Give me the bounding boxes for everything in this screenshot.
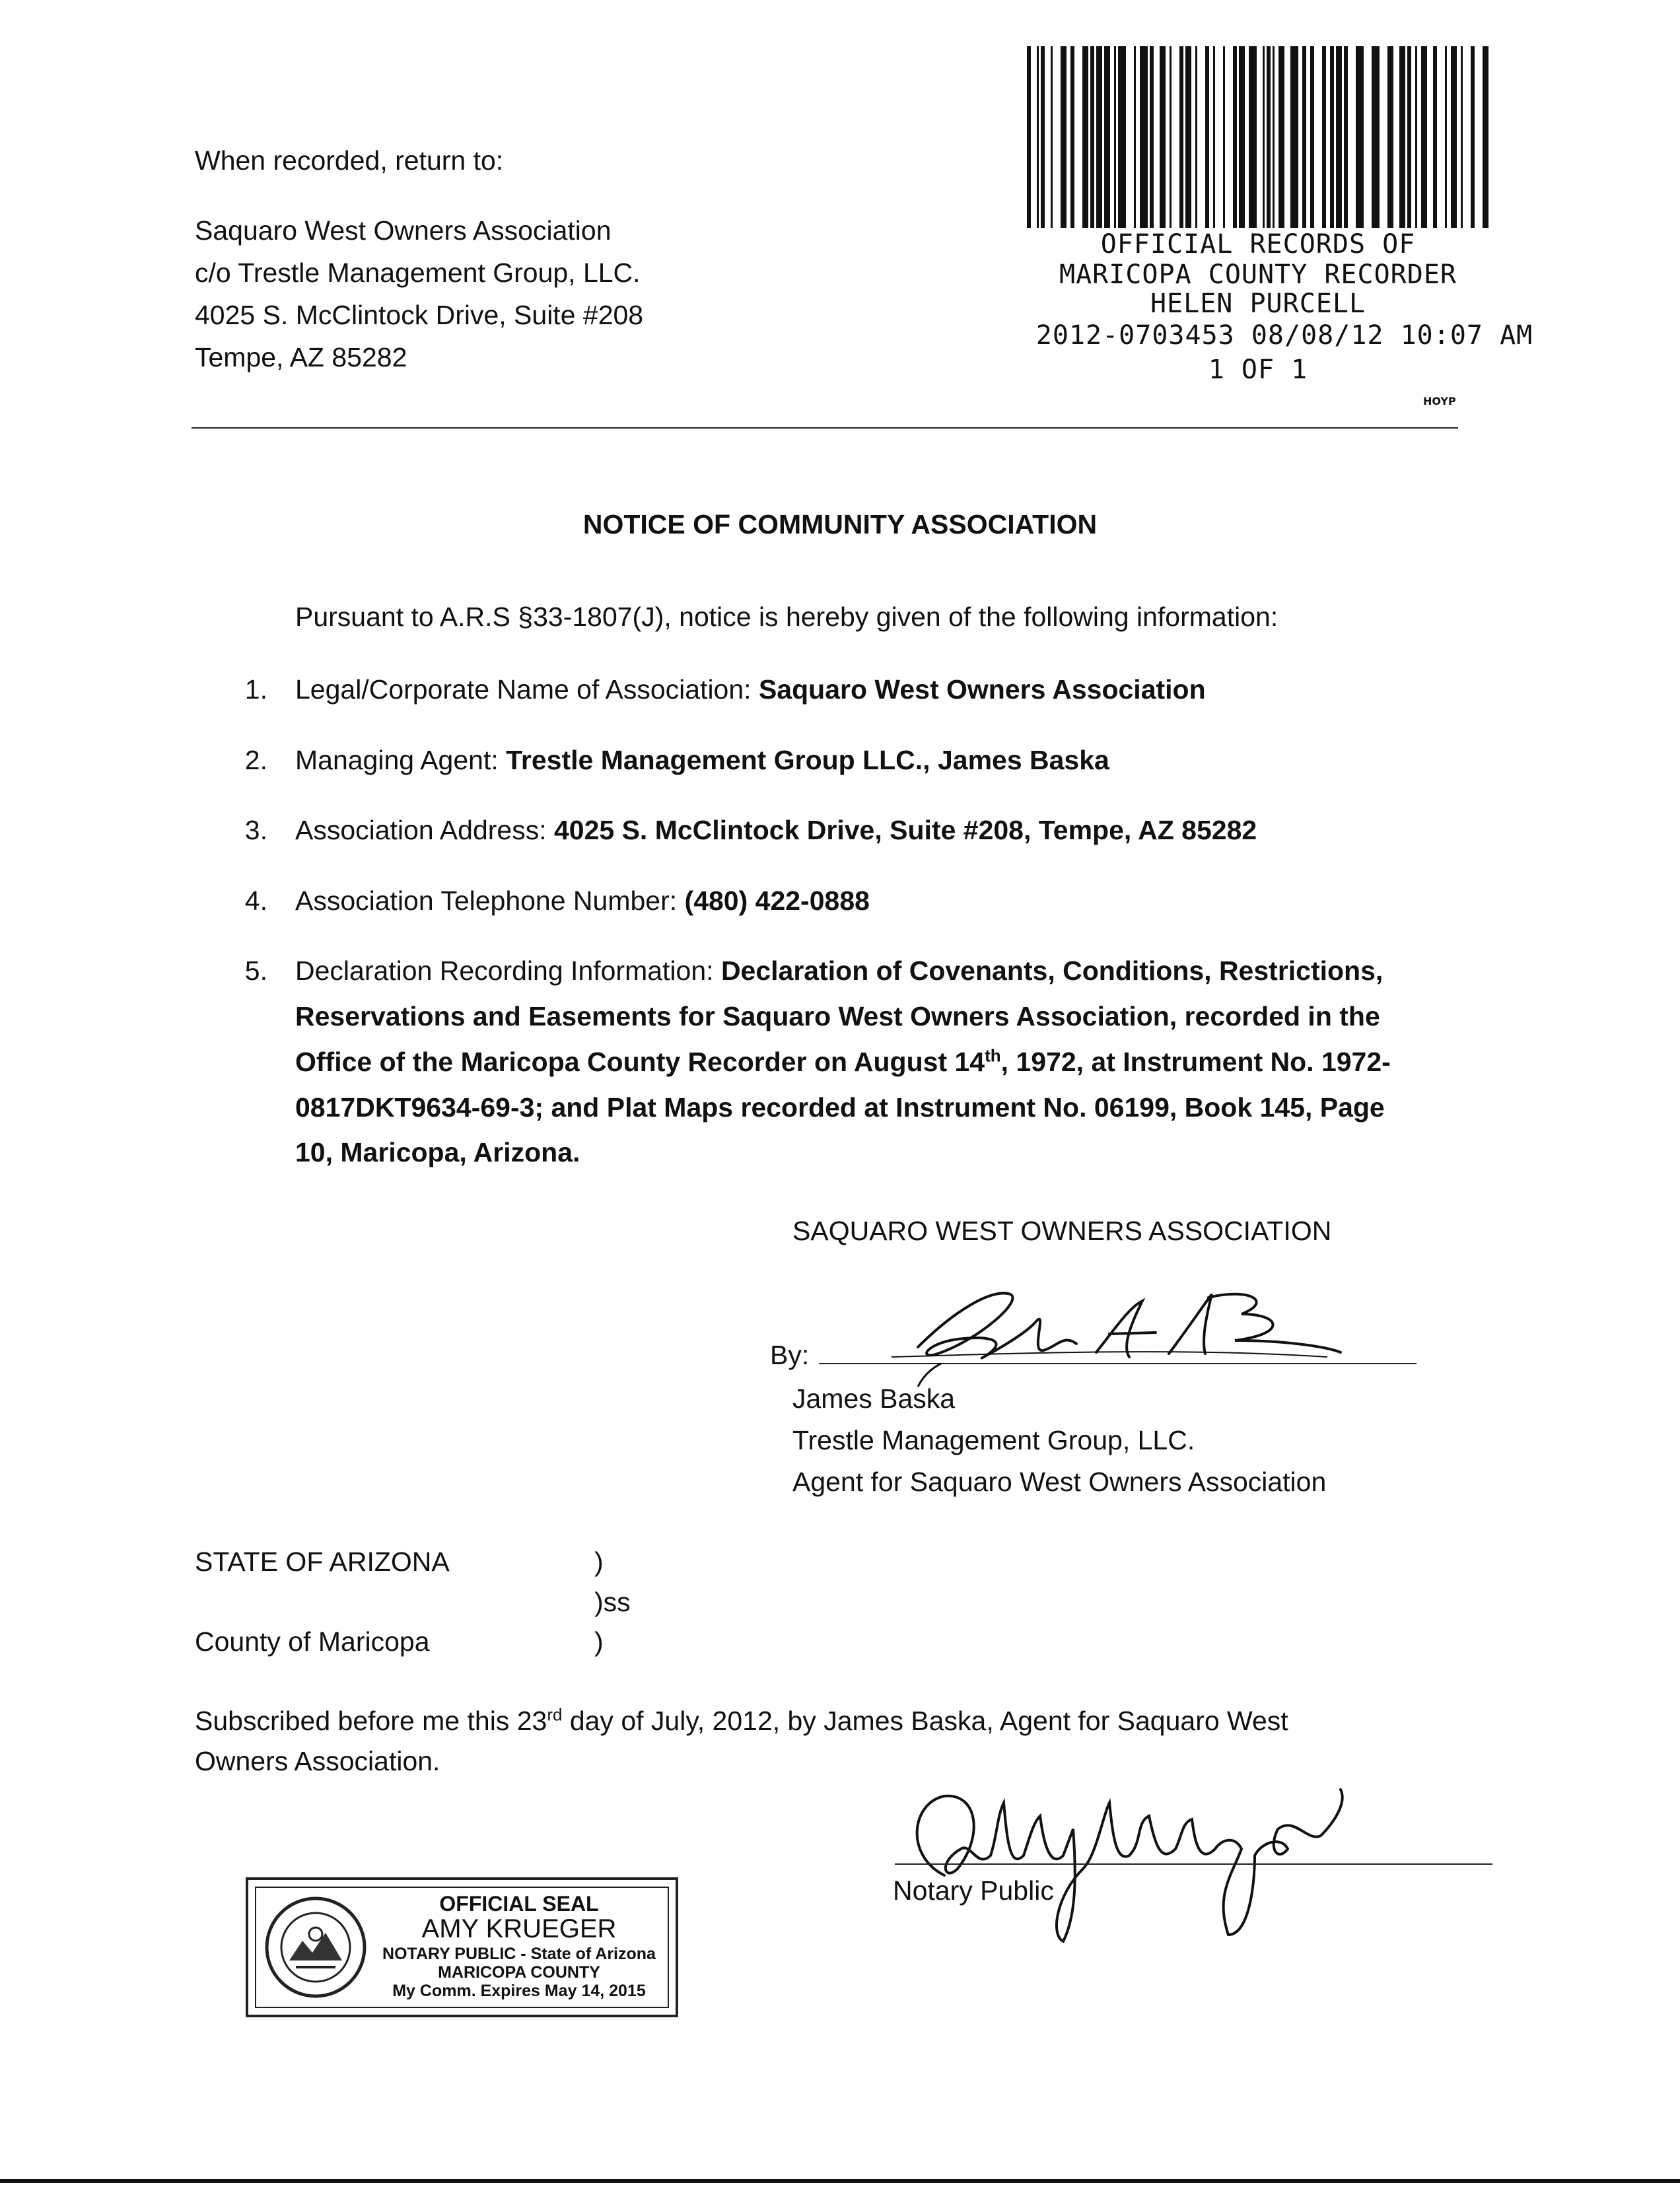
seal-line-1: OFFICIAL SEAL bbox=[439, 1892, 599, 1916]
recorder-line-3: HELEN PURCELL bbox=[1150, 289, 1366, 319]
seal-line-3: NOTARY PUBLIC - State of Arizona bbox=[382, 1945, 656, 1963]
barcode-bar bbox=[1387, 46, 1393, 228]
subscribed-line-2: Owners Association. bbox=[195, 1746, 440, 1776]
venue-county: County of Maricopa bbox=[195, 1626, 430, 1657]
seal-line-4: MARICOPA COUNTY bbox=[438, 1963, 600, 1982]
barcode-bar bbox=[1041, 46, 1045, 228]
item-value-line: 10, Maricopa, Arizona. bbox=[295, 1137, 580, 1167]
return-line-2: c/o Trestle Management Group, LLC. bbox=[195, 258, 641, 288]
venue-paren-bottom: ) bbox=[594, 1626, 604, 1657]
recorder-line-5: 1 OF 1 bbox=[1208, 355, 1308, 385]
venue-paren-ss: )ss bbox=[594, 1587, 631, 1617]
list-item bbox=[295, 880, 870, 921]
return-line-1: Saquaro West Owners Association bbox=[195, 215, 612, 246]
item-value-suffix: , 1972, at Instrument No. 1972- bbox=[1000, 1047, 1391, 1077]
barcode-bar bbox=[1179, 46, 1183, 228]
barcode-bar bbox=[1082, 46, 1088, 228]
subscribed-suffix: day of July, 2012, by James Baska, Agent for Saquaro West bbox=[562, 1706, 1288, 1736]
seal-line-5: My Comm. Expires May 14, 2015 bbox=[392, 1982, 646, 2000]
recorder-code: HOYP bbox=[1423, 395, 1456, 407]
barcode-bar bbox=[1483, 46, 1488, 228]
notary-seal-stamp bbox=[246, 1877, 678, 2017]
signature-org: SAQUARO WEST OWNERS ASSOCIATION bbox=[792, 1216, 1332, 1246]
barcode-bar bbox=[1356, 46, 1364, 228]
item-value: Saquaro West Owners Association bbox=[758, 674, 1206, 705]
item-number: 2. bbox=[244, 745, 267, 775]
barcode-bar bbox=[1267, 46, 1271, 228]
barcode-bar bbox=[1302, 46, 1306, 228]
barcode-bar bbox=[1330, 46, 1334, 228]
item-number: 1. bbox=[244, 674, 267, 705]
state-seal-icon bbox=[263, 1894, 368, 2000]
item-value-sup: th bbox=[985, 1045, 1001, 1066]
item-value: (480) 422-0888 bbox=[684, 885, 870, 916]
barcode-bar bbox=[1310, 46, 1314, 228]
item-label: Declaration Recording Information: bbox=[295, 955, 721, 986]
barcode-bar bbox=[1027, 46, 1031, 228]
barcode-bar bbox=[1213, 46, 1215, 228]
item-value-line: Reservations and Easements for Saquaro West Owners Association, recorded in the bbox=[295, 1001, 1380, 1031]
return-line-3: 4025 S. McClintock Drive, Suite #208 bbox=[195, 300, 644, 330]
item-label: Association Address: bbox=[295, 815, 554, 845]
item-label: Managing Agent: bbox=[295, 745, 507, 775]
barcode-bar bbox=[1421, 46, 1427, 228]
barcode-bar bbox=[1051, 46, 1053, 228]
barcode-bar bbox=[1114, 46, 1116, 228]
barcode-bar bbox=[1150, 46, 1154, 228]
item-value-line: 0817DKT9634-69-3; and Plat Maps recorded at Instrument No. 06199, Book 145, Page bbox=[295, 1092, 1385, 1123]
return-heading: When recorded, return to: bbox=[195, 145, 504, 176]
barcode-bar bbox=[1223, 46, 1225, 228]
barcode-bar bbox=[1344, 46, 1348, 228]
item-label: Legal/Corporate Name of Association: bbox=[295, 674, 759, 705]
by-label: By: bbox=[770, 1340, 810, 1370]
subscribed-sup: rd bbox=[547, 1704, 563, 1725]
intro-text: Pursuant to A.R.S §33-1807(J), notice is hereby given of the following information: bbox=[295, 602, 1278, 632]
barcode-bar bbox=[1104, 46, 1110, 228]
recorder-line-1: OFFICIAL RECORDS OF bbox=[1100, 229, 1416, 260]
barcode-bar bbox=[1037, 46, 1039, 228]
barcode bbox=[1027, 46, 1489, 228]
item-value-prefix: Office of the Maricopa County Recorder on August 14 bbox=[295, 1047, 985, 1077]
recorder-line-4: 2012-0703453 08/08/12 10:07 AM bbox=[1035, 320, 1533, 351]
barcode-bar bbox=[1336, 46, 1342, 228]
recorder-line-2: MARICOPA COUNTY RECORDER bbox=[1059, 260, 1457, 290]
return-line-4: Tempe, AZ 85282 bbox=[195, 342, 407, 372]
barcode-bar bbox=[1134, 46, 1136, 228]
barcode-bar bbox=[1278, 46, 1284, 228]
header-divider bbox=[192, 427, 1458, 429]
barcode-bar bbox=[1407, 46, 1411, 228]
barcode-bar bbox=[1160, 46, 1166, 228]
item-number: 4. bbox=[244, 885, 267, 916]
subscribed-line-1 bbox=[195, 1700, 1288, 1741]
barcode-bar bbox=[1239, 46, 1245, 228]
signer-role: Agent for Saquaro West Owners Association bbox=[792, 1467, 1327, 1497]
barcode-bar bbox=[1205, 46, 1209, 228]
item-value-line bbox=[295, 1041, 1391, 1082]
barcode-bar bbox=[1195, 46, 1197, 228]
list-item bbox=[295, 810, 1257, 850]
barcode-bar bbox=[1433, 46, 1437, 228]
item-value: Trestle Management Group LLC., James Baska bbox=[506, 745, 1109, 775]
page-bottom-edge bbox=[0, 2179, 1680, 2183]
barcode-bar bbox=[1118, 46, 1126, 228]
barcode-bar bbox=[1273, 46, 1275, 228]
barcode-bar bbox=[1096, 46, 1102, 228]
notary-label: Notary Public bbox=[893, 1875, 1054, 1906]
barcode-bar bbox=[1322, 46, 1326, 228]
venue-paren-top: ) bbox=[594, 1546, 604, 1577]
signature-image bbox=[878, 1274, 1354, 1387]
barcode-bar bbox=[1451, 46, 1457, 228]
barcode-bar bbox=[1471, 46, 1475, 228]
venue-state: STATE OF ARIZONA bbox=[195, 1546, 450, 1577]
barcode-bar bbox=[1290, 46, 1298, 228]
item-number: 3. bbox=[244, 815, 267, 845]
barcode-bar bbox=[1185, 46, 1191, 228]
notary-signature-image bbox=[898, 1776, 1374, 1948]
barcode-bar bbox=[1263, 46, 1265, 228]
barcode-bar bbox=[1170, 46, 1172, 228]
list-item bbox=[295, 669, 1206, 710]
barcode-bar bbox=[1445, 46, 1447, 228]
barcode-bar bbox=[1372, 46, 1380, 228]
page-title: NOTICE OF COMMUNITY ASSOCIATION bbox=[582, 509, 1098, 539]
item-label: Association Telephone Number: bbox=[295, 885, 685, 916]
signer-name: James Baska bbox=[792, 1383, 956, 1414]
barcode-bar bbox=[1415, 46, 1417, 228]
barcode-bar bbox=[1090, 46, 1094, 228]
barcode-bar bbox=[1140, 46, 1148, 228]
list-item bbox=[295, 950, 1383, 991]
item-value: 4025 S. McClintock Drive, Suite #208, Tempe, AZ 85282 bbox=[553, 815, 1257, 845]
barcode-bar bbox=[1461, 46, 1463, 228]
notary-signature-line bbox=[895, 1863, 1492, 1865]
item-value: Declaration of Covenants, Conditions, Restrictions, bbox=[720, 955, 1383, 986]
barcode-bar bbox=[1070, 46, 1074, 228]
subscribed-prefix: Subscribed before me this 23 bbox=[195, 1706, 547, 1736]
barcode-bar bbox=[1249, 46, 1257, 228]
barcode-bar bbox=[1233, 46, 1237, 228]
signer-company: Trestle Management Group, LLC. bbox=[792, 1425, 1195, 1455]
seal-line-2: AMY KRUEGER bbox=[421, 1914, 617, 1943]
barcode-bar bbox=[1061, 46, 1067, 228]
barcode-bar bbox=[1399, 46, 1405, 228]
item-number: 5. bbox=[244, 955, 267, 986]
list-item bbox=[295, 740, 1109, 781]
